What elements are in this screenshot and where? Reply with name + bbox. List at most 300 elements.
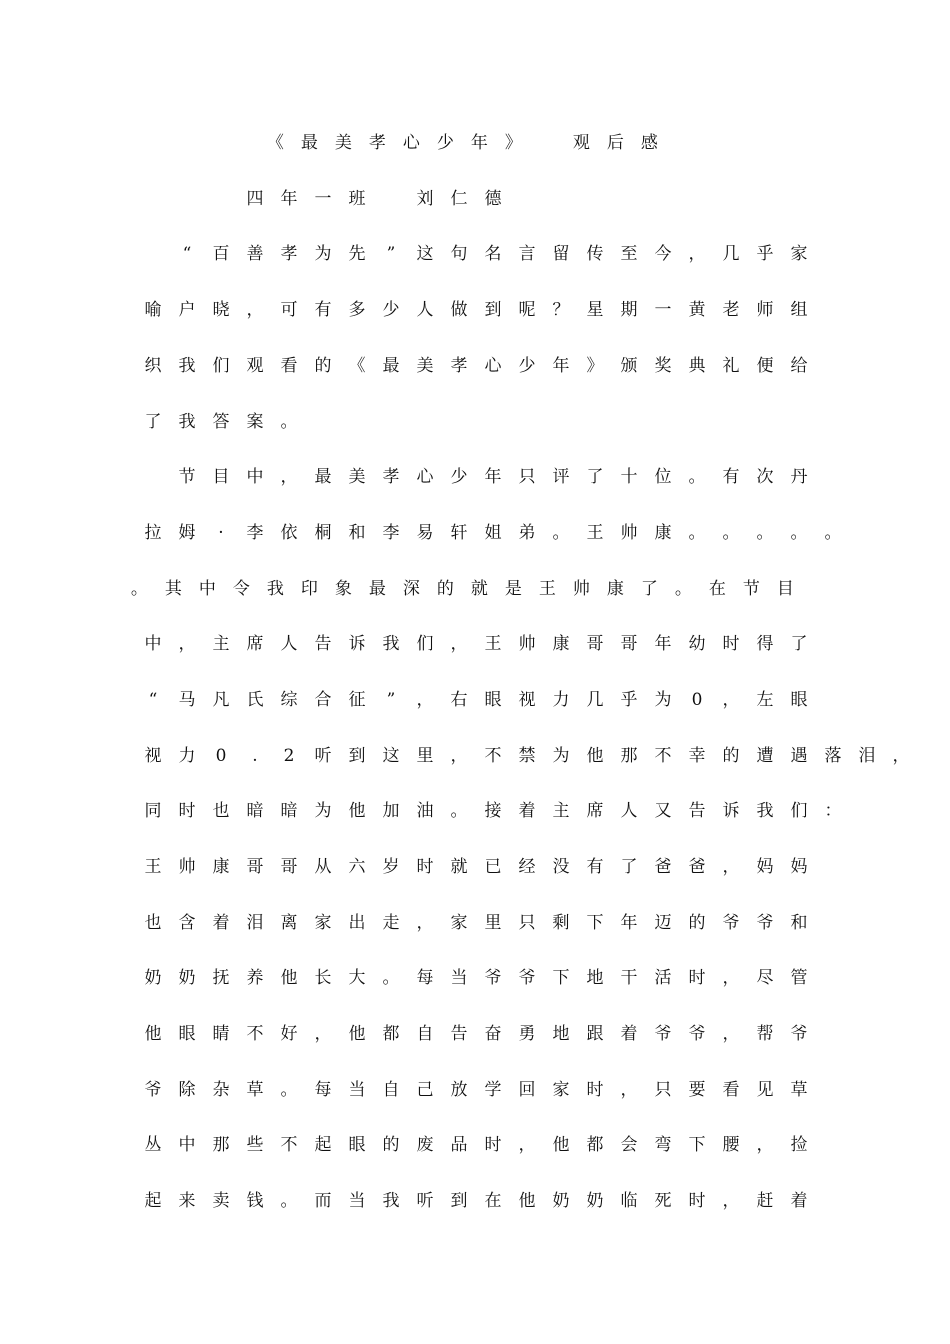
glyph: 。 (688, 467, 706, 487)
glyph: 经 (518, 857, 536, 877)
glyph: 最 (300, 133, 318, 153)
glyph: 桐 (314, 523, 332, 543)
glyph: “ (148, 690, 158, 710)
glyph: 王 (484, 634, 502, 654)
glyph: 年 (552, 356, 570, 376)
glyph: 也 (212, 801, 230, 821)
glyph: 赶 (756, 1191, 774, 1211)
glyph: 年 (470, 133, 488, 153)
glyph: 暗 (246, 801, 264, 821)
glyph: 黄 (688, 300, 706, 320)
glyph: ， (722, 857, 740, 877)
glyph: 。 (674, 579, 692, 599)
glyph: 《 (348, 356, 366, 376)
glyph: 捡 (790, 1135, 808, 1155)
glyph: 临 (620, 1191, 638, 1211)
body-line (0, 1133, 950, 1157)
glyph: ， (314, 1024, 332, 1044)
glyph: ， (892, 746, 910, 766)
glyph: 康 (212, 857, 230, 877)
body-line (0, 577, 950, 601)
glyph: 是 (504, 579, 522, 599)
body-line (0, 911, 950, 935)
glyph: 当 (348, 1191, 366, 1211)
glyph: 着 (620, 1024, 638, 1044)
glyph: 期 (620, 300, 638, 320)
glyph: 时 (688, 1191, 706, 1211)
glyph: 时 (688, 968, 706, 988)
glyph: 含 (178, 913, 196, 933)
glyph: 。 (722, 523, 740, 543)
glyph: 。 (790, 523, 808, 543)
glyph: 李 (382, 523, 400, 543)
body-line (0, 465, 950, 489)
glyph: 星 (586, 300, 604, 320)
glyph: 拉 (144, 523, 162, 543)
glyph: 只 (518, 467, 536, 487)
glyph: 们 (416, 634, 434, 654)
glyph: 时 (178, 801, 196, 821)
body-line (0, 744, 950, 768)
glyph: 抚 (212, 968, 230, 988)
glyph: 妈 (756, 857, 774, 877)
glyph: 喻 (144, 300, 162, 320)
glyph: 。 (552, 523, 570, 543)
glyph: 好 (280, 1024, 298, 1044)
glyph: 着 (790, 1191, 808, 1211)
glyph: 奋 (484, 1024, 502, 1044)
glyph: 爷 (790, 1024, 808, 1044)
glyph: 奶 (586, 1191, 604, 1211)
glyph: 时 (722, 634, 740, 654)
glyph: 位 (654, 467, 672, 487)
glyph: 组 (790, 300, 808, 320)
glyph: 剩 (552, 913, 570, 933)
glyph: 《 (266, 133, 284, 153)
glyph: 又 (654, 801, 672, 821)
glyph: 班 (348, 189, 366, 209)
glyph: 人 (416, 300, 434, 320)
glyph: 自 (382, 1080, 400, 1100)
glyph: 哥 (586, 634, 604, 654)
glyph: 看 (280, 356, 298, 376)
glyph: 老 (722, 300, 740, 320)
glyph: 里 (484, 913, 502, 933)
glyph: 几 (722, 244, 740, 264)
glyph: ， (688, 244, 706, 264)
glyph: 弟 (518, 523, 536, 543)
glyph: 要 (688, 1080, 706, 1100)
glyph: 感 (640, 133, 658, 153)
glyph: 百 (212, 244, 230, 264)
glyph: 不 (280, 1135, 298, 1155)
glyph: 丹 (790, 467, 808, 487)
glyph: 油 (416, 801, 434, 821)
glyph: 少 (450, 467, 468, 487)
glyph: 遇 (790, 746, 808, 766)
glyph: 留 (552, 244, 570, 264)
glyph: 孝 (382, 467, 400, 487)
glyph: 的 (436, 579, 454, 599)
glyph: 了 (640, 579, 658, 599)
glyph: 走 (382, 913, 400, 933)
glyph: 奶 (552, 1191, 570, 1211)
glyph: 起 (314, 1135, 332, 1155)
glyph: 李 (246, 523, 264, 543)
glyph: . (252, 746, 258, 766)
glyph: 时 (586, 1080, 604, 1100)
glyph: 织 (144, 356, 162, 376)
glyph: 着 (518, 801, 536, 821)
glyph: 主 (212, 634, 230, 654)
glyph: 弯 (654, 1135, 672, 1155)
glyph: 而 (314, 1191, 332, 1211)
glyph: 今 (654, 244, 672, 264)
glyph: 家 (450, 913, 468, 933)
glyph: 少 (436, 133, 454, 153)
glyph: 下 (586, 913, 604, 933)
glyph: 落 (824, 746, 842, 766)
glyph: 帮 (756, 1024, 774, 1044)
glyph: 有 (586, 857, 604, 877)
glyph: 人 (280, 634, 298, 654)
glyph: ， (518, 1135, 536, 1155)
glyph: 观 (572, 133, 590, 153)
glyph: 到 (484, 300, 502, 320)
glyph: 左 (756, 690, 774, 710)
glyph: 先 (348, 244, 366, 264)
glyph: 视 (144, 746, 162, 766)
glyph: 爷 (518, 968, 536, 988)
glyph: 养 (246, 968, 264, 988)
glyph: 年 (484, 467, 502, 487)
glyph: 这 (416, 244, 434, 264)
glyph: 主 (552, 801, 570, 821)
glyph: 回 (518, 1080, 536, 1100)
glyph: ， (416, 913, 434, 933)
glyph: 只 (654, 1080, 672, 1100)
glyph: 》 (504, 133, 522, 153)
body-line (0, 521, 950, 545)
glyph: 我 (756, 801, 774, 821)
glyph: 和 (790, 913, 808, 933)
glyph: 康 (654, 523, 672, 543)
glyph: 爸 (654, 857, 672, 877)
glyph: 美 (348, 467, 366, 487)
glyph: 爷 (144, 1080, 162, 1100)
glyph: 在 (484, 1191, 502, 1211)
glyph: 他 (144, 1024, 162, 1044)
glyph: 为 (314, 244, 332, 264)
glyph: 接 (484, 801, 502, 821)
glyph: 印 (300, 579, 318, 599)
glyph: 到 (450, 1191, 468, 1211)
glyph: 会 (620, 1135, 638, 1155)
glyph: 尽 (756, 968, 774, 988)
glyph: 姐 (484, 523, 502, 543)
glyph: 目 (212, 467, 230, 487)
glyph: 眼 (348, 1135, 366, 1155)
glyph: 时 (416, 857, 434, 877)
glyph: 为 (552, 746, 570, 766)
glyph: 卖 (212, 1191, 230, 1211)
glyph: 家 (552, 1080, 570, 1100)
glyph: 孝 (280, 244, 298, 264)
glyph: ， (280, 467, 298, 487)
glyph: 有 (722, 467, 740, 487)
glyph: ： (824, 801, 842, 821)
glyph: 哥 (280, 857, 298, 877)
glyph: 活 (654, 968, 672, 988)
glyph: 便 (756, 356, 774, 376)
glyph: 心 (484, 356, 502, 376)
glyph: 轩 (450, 523, 468, 543)
glyph: 2 (283, 746, 295, 766)
glyph: 仁 (450, 189, 468, 209)
glyph: 长 (314, 968, 332, 988)
document-title (0, 131, 950, 155)
glyph: 次 (756, 467, 774, 487)
glyph: 死 (654, 1191, 672, 1211)
glyph: 礼 (722, 356, 740, 376)
glyph: 看 (722, 1080, 740, 1100)
glyph: 了 (144, 412, 162, 432)
glyph: 后 (606, 133, 624, 153)
glyph: 那 (620, 746, 638, 766)
body-line (0, 354, 950, 378)
glyph: 下 (688, 1135, 706, 1155)
body-line (0, 966, 950, 990)
glyph: 爷 (688, 1024, 706, 1044)
glyph: 右 (450, 690, 468, 710)
glyph: 爷 (654, 1024, 672, 1044)
glyph: 的 (314, 356, 332, 376)
glyph: 己 (416, 1080, 434, 1100)
glyph: 节 (742, 579, 760, 599)
glyph: 得 (756, 634, 774, 654)
glyph: 王 (538, 579, 556, 599)
glyph: 草 (790, 1080, 808, 1100)
glyph: 就 (450, 857, 468, 877)
glyph: 家 (790, 244, 808, 264)
glyph: 马 (178, 690, 196, 710)
glyph: 刘 (416, 189, 434, 209)
glyph: ， (722, 1024, 740, 1044)
glyph: 从 (314, 857, 332, 877)
glyph: 为 (314, 801, 332, 821)
glyph: 奶 (178, 968, 196, 988)
glyph: 言 (518, 244, 536, 264)
glyph: 些 (246, 1135, 264, 1155)
glyph: 也 (144, 913, 162, 933)
glyph: 学 (484, 1080, 502, 1100)
glyph: 迈 (654, 913, 672, 933)
glyph: 遭 (756, 746, 774, 766)
glyph: 征 (348, 690, 366, 710)
glyph: 中 (246, 467, 264, 487)
glyph: 家 (314, 913, 332, 933)
glyph: 他 (586, 746, 604, 766)
glyph: 中 (198, 579, 216, 599)
glyph: 少 (382, 300, 400, 320)
glyph: 那 (212, 1135, 230, 1155)
glyph: 地 (552, 1024, 570, 1044)
glyph: 最 (382, 356, 400, 376)
glyph: ， (246, 300, 264, 320)
glyph: 泪 (246, 913, 264, 933)
glyph: 了 (790, 634, 808, 654)
glyph: ， (620, 1080, 638, 1100)
glyph: 他 (518, 1191, 536, 1211)
glyph: 了 (620, 857, 638, 877)
glyph: 眼 (484, 690, 502, 710)
glyph: 爷 (484, 968, 502, 988)
glyph: 见 (756, 1080, 774, 1100)
glyph: 象 (334, 579, 352, 599)
glyph: 告 (314, 634, 332, 654)
glyph: 颁 (620, 356, 638, 376)
glyph: 时 (484, 1135, 502, 1155)
glyph: 暗 (280, 801, 298, 821)
glyph: 都 (382, 1024, 400, 1044)
document-byline (0, 187, 950, 211)
glyph: 帅 (572, 579, 590, 599)
glyph: ？ (552, 300, 570, 320)
glyph: 我 (382, 634, 400, 654)
glyph: 。 (382, 968, 400, 988)
glyph: 名 (484, 244, 502, 264)
glyph: 。 (450, 801, 468, 821)
glyph: 十 (620, 467, 638, 487)
glyph: 眼 (178, 1024, 196, 1044)
body-line (0, 242, 950, 266)
body-line (0, 799, 950, 823)
glyph: ， (722, 1191, 740, 1211)
glyph: “ (182, 244, 192, 264)
glyph: 有 (314, 300, 332, 320)
glyph: 他 (280, 968, 298, 988)
glyph: 爷 (722, 913, 740, 933)
glyph: ， (450, 746, 468, 766)
glyph: 就 (470, 579, 488, 599)
glyph: 管 (790, 968, 808, 988)
glyph: ” (386, 244, 396, 264)
glyph: 节 (178, 467, 196, 487)
glyph: 可 (280, 300, 298, 320)
body-line (0, 1022, 950, 1046)
glyph: 们 (790, 801, 808, 821)
glyph: 四 (246, 189, 264, 209)
glyph: 。 (280, 1191, 298, 1211)
glyph: 地 (586, 968, 604, 988)
glyph: 乎 (756, 244, 774, 264)
glyph: 力 (552, 690, 570, 710)
glyph: 每 (416, 968, 434, 988)
glyph: 这 (382, 746, 400, 766)
glyph: 已 (484, 857, 502, 877)
glyph: 的 (722, 746, 740, 766)
glyph: 传 (586, 244, 604, 264)
glyph: 为 (654, 690, 672, 710)
glyph: 。 (280, 1080, 298, 1100)
glyph: 0 (215, 746, 227, 766)
glyph: 诉 (722, 801, 740, 821)
glyph: ， (722, 968, 740, 988)
glyph: 草 (246, 1080, 264, 1100)
glyph: 跟 (586, 1024, 604, 1044)
glyph: 最 (368, 579, 386, 599)
glyph: 起 (144, 1191, 162, 1211)
glyph: 爷 (756, 913, 774, 933)
glyph: 丛 (144, 1135, 162, 1155)
body-line (0, 688, 950, 712)
body-line (0, 410, 950, 434)
glyph: 出 (348, 913, 366, 933)
glyph: 善 (246, 244, 264, 264)
glyph: 钱 (246, 1191, 264, 1211)
glyph: 席 (586, 801, 604, 821)
glyph: 年 (620, 913, 638, 933)
glyph: 心 (402, 133, 420, 153)
glyph: ， (416, 690, 434, 710)
glyph: 德 (484, 189, 502, 209)
glyph: 少 (518, 356, 536, 376)
glyph: 离 (280, 913, 298, 933)
glyph: 。 (280, 412, 298, 432)
body-line (0, 298, 950, 322)
glyph: 给 (790, 356, 808, 376)
glyph: ， (450, 634, 468, 654)
glyph: 一 (654, 300, 672, 320)
glyph: 杂 (212, 1080, 230, 1100)
glyph: 幼 (688, 634, 706, 654)
glyph: 年 (654, 634, 672, 654)
glyph: 句 (450, 244, 468, 264)
body-line (0, 632, 950, 656)
glyph: 案 (246, 412, 264, 432)
glyph: 诉 (348, 634, 366, 654)
glyph: 多 (348, 300, 366, 320)
glyph: 大 (348, 968, 366, 988)
glyph: 不 (484, 746, 502, 766)
glyph: 奶 (144, 968, 162, 988)
glyph: 我 (382, 1191, 400, 1211)
glyph: 至 (620, 244, 638, 264)
glyph: 0 (691, 690, 703, 710)
glyph: 哥 (620, 634, 638, 654)
glyph: 帅 (178, 857, 196, 877)
glyph: 易 (416, 523, 434, 543)
glyph: 做 (450, 300, 468, 320)
glyph: 人 (620, 801, 638, 821)
glyph: 没 (552, 857, 570, 877)
glyph: 都 (586, 1135, 604, 1155)
glyph: 六 (348, 857, 366, 877)
glyph: 睛 (212, 1024, 230, 1044)
glyph: 心 (416, 467, 434, 487)
body-line (0, 855, 950, 879)
glyph: 加 (382, 801, 400, 821)
glyph: 我 (178, 356, 196, 376)
glyph: 我 (266, 579, 284, 599)
glyph: 。 (130, 579, 148, 599)
glyph: 年 (280, 189, 298, 209)
glyph: 一 (314, 189, 332, 209)
glyph: 依 (280, 523, 298, 543)
glyph: 综 (280, 690, 298, 710)
glyph: 晓 (212, 300, 230, 320)
glyph: ， (178, 634, 196, 654)
